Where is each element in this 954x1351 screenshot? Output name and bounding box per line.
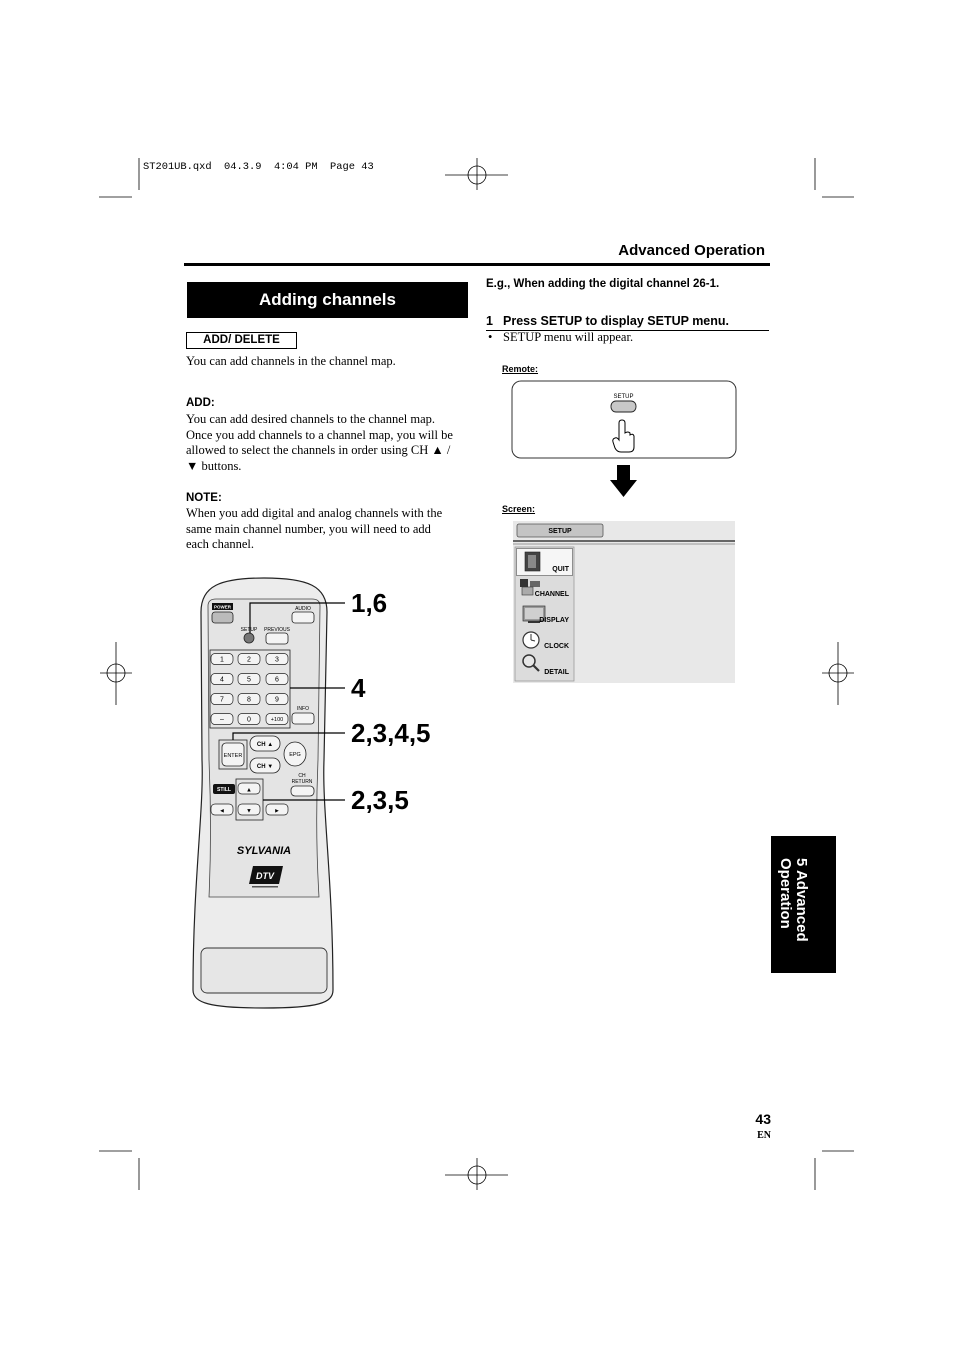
menu-item-detail: DETAIL <box>544 669 569 676</box>
note-line: each channel. <box>186 537 255 551</box>
audio-label: AUDIO <box>295 606 311 612</box>
callout-label-4: 4 <box>351 673 366 703</box>
registration-mark-top <box>445 158 508 190</box>
step-number: 1 <box>486 314 493 328</box>
add-line: You can add desired channels to the channel map. <box>186 412 436 426</box>
intro-text: You can add channels in the channel map. <box>186 354 396 368</box>
page-number: 43 <box>755 1111 771 1127</box>
info-label: INFO <box>297 706 309 712</box>
menu-item-channel: CHANNEL <box>534 591 569 598</box>
ch-up-label: CH ▲ <box>256 742 274 748</box>
note-paragraph <box>186 506 442 553</box>
menu-item-clock: CLOCK <box>544 643 569 650</box>
info-button <box>292 713 314 724</box>
callout-label-1-6: 1,6 <box>351 588 388 618</box>
power-label: POWER <box>213 604 232 610</box>
add-paragraph <box>186 412 453 474</box>
previous-button <box>266 633 288 644</box>
ch-return-label-2: RETURN <box>291 779 313 785</box>
setup-label: SETUP <box>240 627 258 633</box>
key-dash-label: – <box>220 716 224 724</box>
note-line: When you add digital and analog channels with the <box>186 506 443 520</box>
arrow-left-glyph: ◄ <box>219 808 225 815</box>
remote-box-setup-button <box>611 401 636 412</box>
add-line: allowed to select the channels in order using CH ▲ / <box>186 443 451 457</box>
language-code: EN <box>757 1130 771 1141</box>
setup-button <box>244 633 254 643</box>
clock-icon <box>523 632 539 648</box>
ch-return-label-1: CH <box>298 773 306 779</box>
key-0-label: 0 <box>247 716 251 724</box>
arrow-up-glyph: ▲ <box>246 787 252 794</box>
key-2-label: 2 <box>247 656 251 664</box>
ch-return-button <box>291 786 314 796</box>
epg-label: EPG <box>289 752 301 758</box>
step-text: Press SETUP to display SETUP menu. <box>503 314 730 328</box>
screen-label: Screen: <box>502 504 536 514</box>
registration-mark-left <box>100 642 132 705</box>
remote-example-box <box>512 381 736 458</box>
enter-label: ENTER <box>223 753 243 759</box>
chapter-side-tab-text <box>777 858 809 942</box>
remote-bottom-window <box>201 948 327 993</box>
down-arrow-icon <box>610 465 637 497</box>
key-1-label: 1 <box>220 656 224 664</box>
bullet-text: SETUP menu will appear. <box>503 330 634 344</box>
registration-mark-right <box>822 642 854 705</box>
remote-label: Remote: <box>502 364 539 374</box>
remote-control-illustration <box>193 578 333 1008</box>
key-7-label: 7 <box>220 696 224 704</box>
key-3-label: 3 <box>275 656 279 664</box>
dtv-logo-underline <box>252 886 278 888</box>
audio-button <box>292 612 314 623</box>
setup-menu-screen <box>513 521 735 683</box>
screen-tab-rule <box>513 540 735 542</box>
callout-label-2345: 2,3,4,5 <box>351 718 431 748</box>
screen-tab-label: SETUP <box>548 528 572 535</box>
add-line: Once you add channels to a channel map, you will be <box>186 427 453 442</box>
callout-label-235: 2,3,5 <box>351 785 409 815</box>
print-slug: ST201UB.qxd 04.3.9 4:04 PM Page 43 <box>143 161 374 173</box>
still-label: STILL <box>217 787 231 793</box>
add-heading: ADD: <box>186 397 215 409</box>
key-5-label: 5 <box>247 676 251 684</box>
side-tab-line: Operation <box>777 858 794 929</box>
screen-tab-rule-2 <box>513 544 735 545</box>
note-heading: NOTE: <box>186 492 222 504</box>
menu-item-display: DISPLAY <box>539 617 569 624</box>
arrow-down-glyph: ▼ <box>246 808 252 815</box>
brand-logo: SYLVANIA <box>236 845 292 857</box>
quit-icon <box>525 552 540 571</box>
ch-down-label: CH ▼ <box>256 764 274 770</box>
add-line: ▼ buttons. <box>186 458 242 473</box>
key-8-label: 8 <box>247 696 251 704</box>
menu-item-quit: QUIT <box>552 566 569 573</box>
header-rule <box>184 263 770 266</box>
key-4-label: 4 <box>220 676 224 684</box>
key-plus100-label: +100 <box>270 717 284 723</box>
key-6-label: 6 <box>275 676 279 684</box>
page-title: Adding channels <box>187 282 468 318</box>
chapter-side-tab <box>771 836 836 973</box>
section-header: Advanced Operation <box>618 242 765 259</box>
key-9-label: 9 <box>275 696 279 704</box>
arrow-right-glyph: ► <box>274 808 280 815</box>
power-button <box>212 612 233 623</box>
bullet-mark: • <box>488 330 493 344</box>
registration-mark-bottom <box>445 1158 508 1190</box>
example-heading: E.g., When adding the digital channel 26-1. <box>486 278 720 290</box>
add-delete-tag: ADD/ DELETE <box>186 332 297 349</box>
previous-label: PREVIOUS <box>264 627 290 633</box>
dtv-logo: DTV <box>256 871 274 881</box>
remote-box-setup-label: SETUP <box>613 394 634 400</box>
side-tab-line: 5 Advanced <box>793 858 810 942</box>
note-line: same main channel number, you will need to add <box>186 521 431 536</box>
